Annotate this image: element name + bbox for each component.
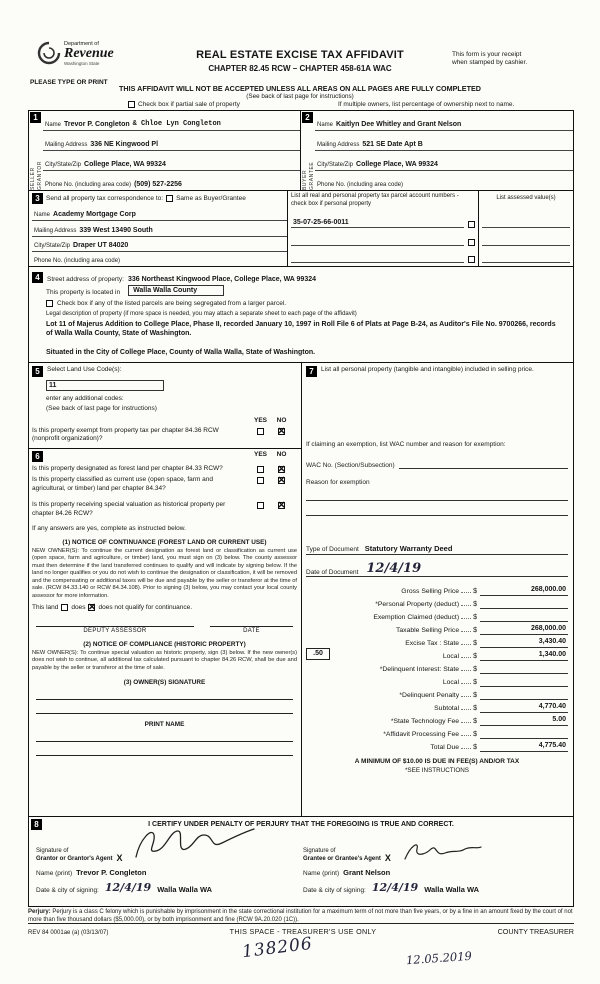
- exemption-claimed-row: Exemption Claimed (deduct) $: [306, 609, 568, 622]
- grantee-sig-x: X: [384, 853, 391, 863]
- seller-phone-row[interactable]: Phone No. (including area code) (509) 527-2256: [45, 181, 182, 188]
- send-correspondence-label: Send all property tax correspondence to:: [46, 195, 164, 202]
- gross-selling-price-value[interactable]: 268,000.00: [480, 586, 568, 596]
- section2-number: 2: [302, 112, 313, 123]
- buyer-phone-row[interactable]: Phone No. (including area code): [317, 182, 404, 188]
- grantor-agent-label: Grantor or Grantor's Agent: [36, 855, 113, 862]
- situated-statement: Situated in the City of College Place, County of Walla Walla, State of Washington.: [46, 349, 316, 357]
- additional-codes-label: enter any additional codes:: [46, 395, 124, 402]
- perjury-certification: I CERTIFY UNDER PENALTY OF PERJURY THAT THE FOREGOING IS TRUE AND CORRECT.: [148, 821, 454, 828]
- notice-compliance-title: (2) NOTICE OF COMPLIANCE (HISTORIC PROPERTY): [83, 640, 246, 648]
- owner-signature-line-2[interactable]: [36, 700, 293, 714]
- parcel-number-1[interactable]: 35-07-25-66-0011: [291, 219, 464, 228]
- exemption-claim-label: If claiming an exemption, list WAC number and reason for exemption:: [306, 441, 506, 448]
- historic-no-checkbox[interactable]: [278, 502, 285, 509]
- grantee-signature[interactable]: [401, 839, 485, 865]
- personal-property-checkbox-2[interactable]: [468, 239, 475, 246]
- document-date-row: [306, 557, 568, 577]
- taxable-selling-price-row: Taxable Selling Price $ 268,000.00: [396, 625, 566, 634]
- exempt-no-checkbox[interactable]: [278, 428, 285, 435]
- form-title-block: [150, 49, 450, 73]
- subtotal-value[interactable]: 4,770.40: [480, 703, 568, 713]
- logo-washington-state: Washington State: [64, 60, 100, 66]
- minimum-due-note: A MINIMUM OF $10.00 IS DUE IN FEE(S) AND/OR TAX: [354, 758, 520, 765]
- document-type-label: Type of Document: [306, 546, 359, 553]
- state-technology-fee-value[interactable]: 5.00: [480, 716, 568, 726]
- seller-buyer-section: [29, 111, 573, 190]
- no-header-2: NO: [276, 450, 287, 458]
- partial-sale-checkbox[interactable]: [128, 101, 135, 108]
- taxable-selling-price-value[interactable]: 268,000.00: [480, 625, 568, 635]
- affidavit-processing-fee-value[interactable]: [480, 729, 568, 739]
- deputy-assessor-label: DEPUTY ASSESSOR: [83, 627, 147, 634]
- no-header: NO: [276, 417, 287, 424]
- exempt-question: Is this property exempt from property tax per chapter 84.36 RCW (nonprofit organization)?: [32, 427, 219, 443]
- revenue-swoosh-icon: [36, 40, 62, 66]
- parcel-row-3: [291, 247, 475, 264]
- logo-revenue: Revenue: [64, 45, 114, 61]
- deputy-assessor-row: [32, 626, 297, 634]
- seller-city-row[interactable]: City/State/Zip College Place, WA 99324: [43, 151, 300, 171]
- print-name-line-2[interactable]: [36, 742, 293, 756]
- forest-no-checkbox[interactable]: [278, 466, 285, 473]
- state-technology-fee-row: *State Technology Fee $ 5.00: [390, 716, 566, 725]
- grantee-signing-city: Walla Walla WA: [424, 885, 480, 894]
- grantee-date-city-row[interactable]: Date & city of signing: 12/4/19 Walla Walla WA: [303, 881, 480, 894]
- street-address-label: Street address of property:: [47, 276, 124, 283]
- section4-number: 4: [32, 272, 43, 283]
- street-address-value[interactable]: 336 Northeast Kingwood Place, College Place, WA 99324: [127, 276, 316, 283]
- treasurer-space-label: THIS SPACE - TREASURER'S USE ONLY: [229, 927, 377, 936]
- buyer-address-row[interactable]: Mailing Address 521 SE Date Apt B: [315, 131, 573, 151]
- excise-tax-local-value[interactable]: 1,340.00: [480, 651, 568, 661]
- segregated-checkbox[interactable]: [46, 300, 53, 307]
- current-use-no-checkbox[interactable]: [278, 477, 285, 484]
- please-type-or-print: PLEASE TYPE OR PRINT: [30, 79, 108, 86]
- same-as-buyer-label: Same as Buyer/Grantee: [176, 195, 246, 202]
- if-yes-note: If any answers are yes, complete as instructed below.: [32, 525, 186, 533]
- document-type-row: [306, 544, 568, 555]
- parcel-number-2[interactable]: [291, 244, 464, 246]
- grantor-print-name: Trevor P. Congleton: [76, 868, 147, 877]
- owners-signature-title: (3) OWNER(S) SIGNATURE: [123, 679, 206, 687]
- print-name-title: PRINT NAME: [144, 721, 185, 729]
- grantee-label: GRANTEE: [308, 161, 315, 190]
- personal-property-deduct-value[interactable]: [480, 599, 568, 609]
- see-back-instructions: (See back of last page for instructions): [46, 405, 157, 412]
- perjury-statement: [28, 909, 574, 924]
- county-value[interactable]: Walla Walla County: [128, 285, 224, 296]
- grantee-signing-date: 12/4/19: [371, 881, 419, 894]
- land-use-and-tax-section: [29, 362, 573, 816]
- total-due-value[interactable]: 4,775.40: [480, 742, 568, 752]
- grantor-sig-x: X: [116, 853, 123, 863]
- perjury-lead: Perjury:: [28, 909, 51, 915]
- notice-continuance-body: NEW OWNER(S): To continue the current designation as forest land or classification as current use (open space, farm and agriculture, or timber) land, you must sign on (3) below. The county assessor must then determine if the land transferred continues to qualify and will indicate by signing below. If the land no longer qualifies or you do not wish to continue the designation or classification, it will be removed and the compensating or additional taxes will be due and payable by the seller or transferor at the time of sale. (RCW 84.33.140 or RCW 84.34.108). Prior to signing (3) below, you may contact your local county assessor for more information.: [32, 548, 297, 599]
- section3-number: 3: [32, 193, 43, 204]
- partial-sale-label: Check box if partial sale of property: [138, 101, 240, 108]
- does-not-label: does not qualify for continuance.: [98, 603, 193, 611]
- correspondence-phone-row[interactable]: Phone No. (including area code): [34, 258, 121, 264]
- correspondence-city-row[interactable]: City/State/Zip Draper UT 84020: [32, 237, 287, 252]
- section8-number: 8: [31, 819, 42, 830]
- land-use-code-input[interactable]: 11: [46, 380, 164, 391]
- receipt-note: This form is your receipt when stamped by cashier.: [452, 51, 528, 67]
- delinquent-interest-local-row: Local $: [306, 674, 568, 687]
- notice-compliance-body: NEW OWNER(S): To continue special valuation as historic property, sign (3) below. If the new owner(s) does not wish to continue, all additional tax calculated pursuant to chapter 84.26 RCW, shall be due and payable by the seller or transferor at the time of sale.: [32, 649, 297, 671]
- affidavit-processing-fee-row: *Affidavit Processing Fee $: [306, 726, 568, 739]
- current-use-yes-checkbox[interactable]: [257, 477, 264, 484]
- selling-price-section: [302, 363, 573, 816]
- grantee-signature-block: [301, 837, 568, 894]
- subtotal-row: Subtotal $ 4,770.40: [434, 703, 566, 712]
- deputy-assessor-signature-line[interactable]: [36, 626, 194, 627]
- total-due-row: Total Due $ 4,775.40: [430, 742, 566, 751]
- correspondence-city-value: Draper UT 84020: [73, 241, 129, 249]
- buyer-address-value: 521 SE Date Apt B: [362, 141, 423, 148]
- form-title: REAL ESTATE EXCISE TAX AFFIDAVIT: [196, 49, 404, 61]
- yes-header-2: YES: [253, 450, 267, 458]
- excise-tax-table: [306, 583, 568, 752]
- seller-name-value: Trevor P. Congleton: [64, 121, 130, 128]
- grantor-label: GRANTOR: [36, 160, 43, 190]
- local-rate-box[interactable]: .50: [306, 648, 330, 660]
- seller-address-row[interactable]: Mailing Address 336 NE Kingwood Pl: [43, 131, 300, 151]
- located-in-label: This property is located in: [46, 289, 121, 296]
- form-chapters: CHAPTER 82.45 RCW – CHAPTER 458-61A WAC: [208, 64, 392, 73]
- multiple-owners-note: If multiple owners, list percentage of ownership next to name.: [338, 101, 515, 108]
- print-name-line-1[interactable]: [36, 728, 293, 742]
- correspondence-name-value: Academy Mortgage Corp: [53, 211, 136, 219]
- grantee-agent-label: Grantee or Grantee's Agent: [303, 855, 381, 862]
- seller-city-value: College Place, WA 99324: [84, 161, 166, 168]
- land-use-code-section: [29, 363, 301, 448]
- reason-line-2[interactable]: [306, 503, 568, 516]
- parcel-row-2: [291, 229, 475, 246]
- parcel-numbers-header: List all real and personal property tax parcel account numbers - check box if personal property: [291, 193, 459, 207]
- partial-sale-row: [128, 101, 240, 108]
- property-location-section: [29, 266, 573, 362]
- owner-signature-line-1[interactable]: [36, 686, 293, 700]
- exempt-question-row: [32, 427, 297, 444]
- reason-exemption-label: Reason for exemption: [306, 479, 370, 486]
- forest-question-row: [32, 465, 297, 473]
- document-date-value[interactable]: 12/4/19: [366, 561, 422, 576]
- does-not-checkbox[interactable]: [88, 604, 95, 611]
- deputy-date-label: DATE: [243, 627, 260, 634]
- grantee-signature-row[interactable]: Signature of Grantee or Grantee's Agent X: [303, 848, 391, 863]
- personal-property-checkbox-1[interactable]: [468, 221, 475, 228]
- buyer-city-value: College Place, WA 99324: [356, 161, 438, 168]
- parcel-row-1: [291, 212, 475, 229]
- grantor-signature[interactable]: [130, 823, 260, 863]
- treasurer-stamp-number: 138206: [241, 933, 314, 963]
- seller-phone-value: (509) 527-2256: [134, 181, 182, 188]
- legal-description-value[interactable]: Lot 11 of Majerus Addition to College Place, Phase II, recorded January 10, 1997 in Roll File 6 of Plats at Page B-24, as Auditor's File No. 9700266, records of Walla Walla County, State of Washington.: [46, 321, 556, 338]
- assessed-value-3[interactable]: [482, 261, 570, 263]
- buyer-name-value: Kaitlyn Dee Whitley and Grant Nelson: [336, 121, 462, 128]
- delinquent-interest-state-value[interactable]: [480, 664, 568, 674]
- grantor-signature-block: [34, 837, 301, 894]
- document-type-value[interactable]: Statutory Warranty Deed: [364, 544, 453, 553]
- deputy-date-line[interactable]: [210, 626, 293, 627]
- personal-property-checkbox-3[interactable]: [468, 256, 475, 263]
- seller-name-row[interactable]: Name Trevor P. Congleton & Chloe Lyn Congleton: [43, 111, 300, 131]
- grantee-print-name: Grant Nelson: [343, 868, 391, 877]
- forest-land-section: [29, 448, 301, 816]
- section1-number: 1: [30, 112, 41, 123]
- wac-number-label: WAC No. (Section/Subsection): [306, 462, 395, 469]
- assessed-values-header: List assessed value(s): [496, 195, 556, 201]
- segregated-label: Check box if any of the listed parcels are being segregated from a larger parcel.: [57, 300, 287, 307]
- excise-tax-state-row: Excise Tax : State $ 3,430.40: [405, 638, 566, 647]
- county-treasurer-label: COUNTY TREASURER: [497, 927, 574, 936]
- section5-number: 5: [32, 366, 43, 377]
- assessed-value-1[interactable]: [482, 226, 570, 228]
- wac-number-input[interactable]: [399, 460, 568, 469]
- yes-header: YES: [253, 417, 267, 424]
- legal-description-label: Legal description of property (if more space is needed, you may attach a separate sheet to each page of the affidavit): [46, 311, 357, 317]
- form-revision-code: REV 84 0001ae (a) (03/13/07): [28, 930, 109, 936]
- grantor-signing-date: 12/4/19: [104, 881, 152, 894]
- buyer-panel: [301, 111, 573, 190]
- gross-selling-price-row: Gross Selling Price $ 268,000.00: [401, 586, 566, 595]
- exempt-yes-checkbox[interactable]: [257, 428, 264, 435]
- personal-property-label: List all personal property (tangible and intangible) included in selling price.: [321, 366, 534, 373]
- grantor-signing-city: Walla Walla WA: [157, 885, 213, 894]
- seller-name-added-value: & Chloe Lyn Congleton: [132, 120, 221, 128]
- buyer-name-row[interactable]: Name Kaitlyn Dee Whitley and Grant Nelson: [315, 111, 573, 131]
- grantor-date-city-row[interactable]: Date & city of signing: 12/4/19 Walla Walla WA: [36, 881, 213, 894]
- section7-number: 7: [306, 366, 317, 377]
- excise-tax-state-value[interactable]: 3,430.40: [480, 638, 568, 648]
- treasurer-stamp-date: 12.05.2019: [405, 948, 473, 968]
- correspondence-address-row[interactable]: Mailing Address 339 West 13490 South: [32, 221, 287, 236]
- wac-number-row: [306, 460, 568, 469]
- does-checkbox[interactable]: [61, 604, 68, 611]
- current-use-question: Is this property classified as current use (open space, farm and agricultural, or timber) land per chapter 84.34?: [32, 476, 214, 492]
- tax-correspondence-section: [29, 190, 573, 266]
- grantor-signature-row[interactable]: Signature of Grantor or Grantor's Agent X: [36, 848, 123, 863]
- delinquent-penalty-value[interactable]: [480, 690, 568, 700]
- form-body: [28, 110, 574, 907]
- forest-yes-checkbox[interactable]: [257, 466, 264, 473]
- forest-question: Is this property designated as forest land per chapter 84.33 RCW?: [32, 464, 223, 472]
- seller-panel: [29, 111, 301, 190]
- excise-tax-local-row: .50 Local $ 1,340.00: [306, 648, 568, 661]
- logo-department-of: Department of: [64, 40, 99, 47]
- notice-continuance-title: (1) NOTICE OF CONTINUANCE (FOREST LAND OR CURRENT USE): [62, 539, 267, 547]
- reason-line-1[interactable]: [306, 488, 568, 501]
- does-label: does: [71, 603, 86, 611]
- historic-question: Is this property receiving special valuation as historical property per chapter 84.26 RCW?: [32, 501, 226, 517]
- perjury-body: Perjury is a class C felony which is punishable by imprisonment in the state correctional institution for a maximum term of not more than five years, or by a fine in an amount fixed by the court of not more than five thousand dollars ($5,000.00), or by both imprisonment and fine (RCW 9A.20.020 (1C)).: [28, 909, 573, 923]
- buyer-city-row[interactable]: City/State/Zip College Place, WA 99324: [315, 151, 573, 171]
- grantor-print-name-row[interactable]: Name (print) Trevor P. Congleton: [36, 868, 147, 877]
- exemption-claimed-value[interactable]: [480, 612, 568, 622]
- historic-yes-checkbox[interactable]: [257, 502, 264, 509]
- same-as-buyer-checkbox[interactable]: [166, 195, 173, 202]
- current-use-question-row: [32, 476, 297, 493]
- assessed-value-2[interactable]: [482, 244, 570, 246]
- continuance-qualify-row: [32, 604, 297, 611]
- see-instructions-note: *SEE INSTRUCTIONS: [404, 767, 470, 774]
- grantee-print-name-row[interactable]: Name (print) Grant Nelson: [303, 868, 391, 877]
- parcel-number-3[interactable]: [291, 261, 464, 263]
- seller-label: SELLER: [29, 167, 36, 190]
- delinquent-penalty-row: *Delinquent Penalty $: [306, 687, 568, 700]
- see-back-note: (See back of last page for instructions): [246, 93, 354, 100]
- section6-number: 6: [32, 451, 43, 462]
- document-date-label: Date of Document: [306, 569, 359, 576]
- correspondence-name-row[interactable]: Name Academy Mortgage Corp: [32, 206, 287, 221]
- historic-question-row: [32, 501, 297, 518]
- delinquent-interest-local-value[interactable]: [480, 677, 568, 687]
- this-land-label: This land: [32, 603, 59, 611]
- personal-property-deduct-row: *Personal Property (deduct) $: [306, 596, 568, 609]
- revenue-logo: [36, 40, 114, 66]
- acceptance-warning: THIS AFFIDAVIT WILL NOT BE ACCEPTED UNLESS ALL AREAS ON ALL PAGES ARE FULLY COMPLETED: [119, 84, 481, 93]
- correspondence-address-value: 339 West 13490 South: [79, 226, 153, 234]
- buyer-label: BUYER: [301, 169, 308, 190]
- certification-section: [29, 816, 573, 908]
- delinquent-interest-state-row: *Delinquent Interest: State $: [306, 661, 568, 674]
- land-use-title: Select Land Use Code(s):: [47, 366, 122, 373]
- seller-address-value: 336 NE Kingwood Pl: [90, 141, 159, 148]
